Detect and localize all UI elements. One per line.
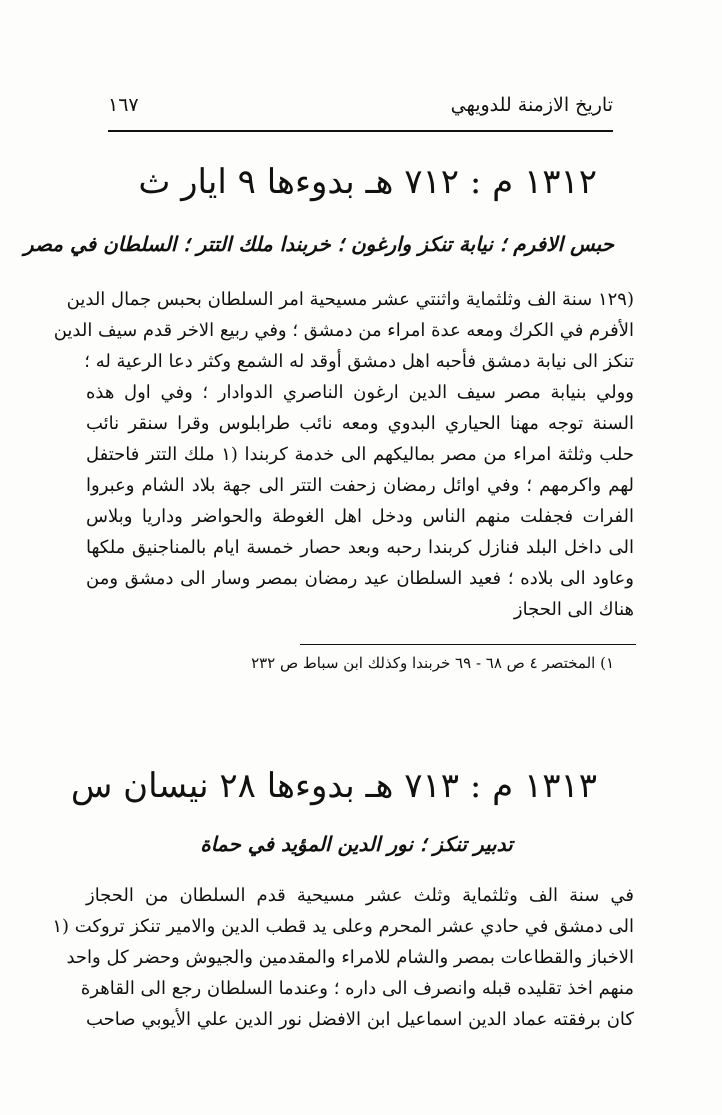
body-text-1312 (53, 284, 634, 625)
text-line: كان برفقته عماد الدين اسماعيل ابن الافضل نور الدين علي الأيوبي صاحب (86, 1009, 634, 1030)
text-line: الاخباز والقطاعات بمصر والشام للامراء والمقدمين والجيوش وحضر كل واحد (66, 947, 634, 968)
text-line: لهم واكرمهم ؛ وفي اوائل رمضان زحفت التتر الى جهة بلاد الشام وعبروا (86, 475, 634, 496)
text-line: الى دمشق في حادي عشر المحرم وعلى يد قطب الدين والامير تنكز تروكت (١ (52, 916, 634, 937)
text-line: منهم اخذ تقليده قبله وانصرف الى داره ؛ وعندما السلطان رجع الى القاهرة (80, 978, 634, 999)
page-number: ١٦٧ (108, 94, 139, 116)
subheading-1312: حبس الافرم ؛ نيابة تنكز وارغون ؛ خربندا ملك التتر ؛ السلطان في مصر (23, 232, 614, 256)
text-line: حلب وثلثة امراء من مصر بماليكهم الى خدمة كربندا (١ ملك التتر فاحتفل (86, 444, 634, 465)
text-line: الى داخل البلد فنازل كربندا رحبه وبعد حصار خمسة ايام بالمناجنيق ملكها (86, 537, 634, 558)
text-line: (١٢٩ سنة الف وثلثماية واثنتي عشر مسيحية امر السلطان بحبس جمال الدين (66, 289, 634, 310)
footnote: ١) المختصر ٤ ص ٦٨ - ٦٩ خربندا وكذلك ابن سباط ص ٢٣٢ (251, 654, 614, 672)
text-line: وعاود الى بلاده ؛ فعيد السلطان عيد رمضان بمصر وسار الى دمشق ومن (86, 568, 634, 589)
year-heading-1313: ١٣١٣ م : ٧١٣ هـ بدوءها ٢٨ نيسان س (70, 766, 597, 806)
subheading-1313: تدبير تنكز ؛ نور الدين المؤيد في حماة (200, 832, 513, 856)
footnote-rule (300, 644, 636, 645)
text-line: الأفرم في الكرك ومعه عدة امراء من دمشق ؛ وفي ربيع الاخر قدم سيف الدين (53, 320, 634, 341)
year-heading-1312: ١٣١٢ م : ٧١٢ هـ بدوءها ٩ ايار ث (138, 162, 597, 202)
body-text-1313 (52, 880, 634, 1035)
text-line: تنكز الى نيابة دمشق فأحبه اهل دمشق أوقد له الشمع وكثر دعا الرعية له ؛ (84, 351, 634, 372)
header-rule (108, 130, 613, 132)
text-line: في سنة الف وثلثماية وثلث عشر مسيحية قدم السلطان من الحجاز (86, 885, 634, 906)
running-header-title: تاريخ الازمنة للدويهي (450, 94, 613, 116)
running-header (108, 88, 613, 124)
text-line: الفرات فجفلت منهم الناس ودخل اهل الغوطة والحواضر وداريا وبلاس (86, 506, 634, 527)
text-line: هناك الى الحجاز (513, 599, 634, 620)
text-line: وولي بنيابة مصر سيف الدين ارغون الناصري الدوادار ؛ وفي اول هذه (86, 382, 634, 403)
text-line: السنة توجه مهنا الحياري البدوي ومعه نائب طرابلوس وقرا سنقر نائب (86, 413, 634, 434)
